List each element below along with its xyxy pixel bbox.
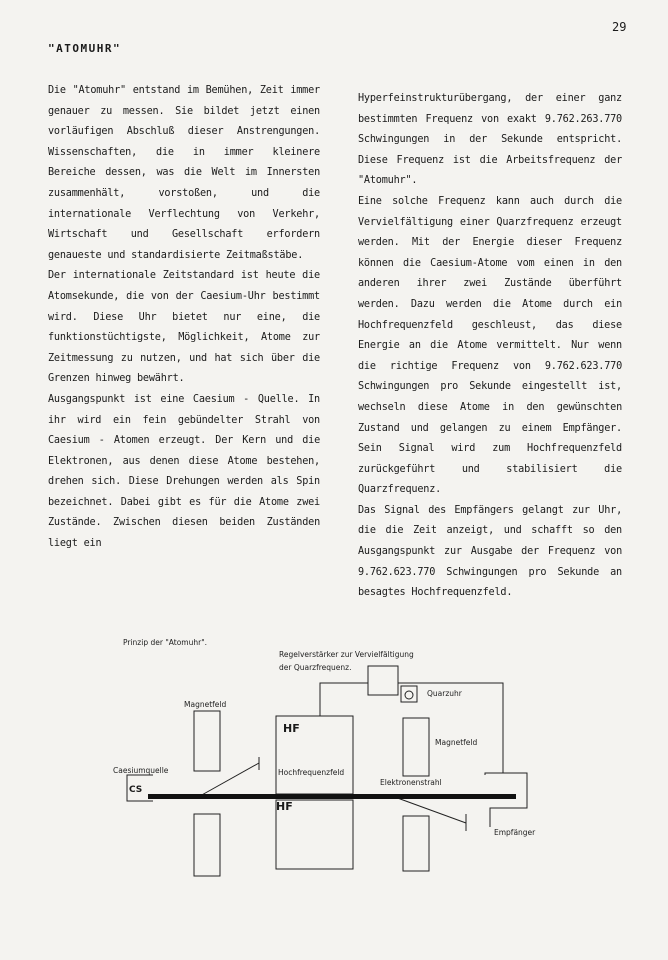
amplifier-label-2: der Quarzfrequenz.	[279, 663, 352, 672]
paragraph-intro: Die "Atomuhr" entstand im Bemühen, Zeit immer genauer zu messen. Sie bildet jetzt einen vorläufigen Abschluß dieser Anstrengungen. Wissenschaften, die in immer kleinere Bereiche dessen, was die Welt im Innersten zusammenhält, vorstoßen, und die internationale Verflechtung von Verkehr, Wirtschaft und Gesellschaft erfordern genaueste und standardisierte Zeitmaßstäbe.	[48, 85, 320, 261]
receiver-box	[485, 773, 527, 827]
atomic-clock-diagram	[0, 620, 668, 920]
receiver-label: Empfänger	[494, 828, 536, 837]
page-number: 29	[612, 20, 627, 34]
right-column	[358, 89, 622, 604]
hf-lower-label: HF	[276, 800, 293, 813]
quartz-clock-icon	[405, 691, 413, 699]
quartz-clock-label: Quarzuhr	[427, 689, 462, 698]
amplifier-box	[368, 666, 398, 695]
hf-upper-label: HF	[283, 722, 300, 735]
diagram-caption: Prinzip der "Atomuhr".	[123, 638, 208, 647]
magnet-left-upper	[194, 711, 220, 771]
magnet-left-lower	[194, 814, 220, 876]
paragraph-receiver: Das Signal des Empfängers gelangt zur Uhr, die die Zeit anzeigt, und schafft so den Ausgangspunkt zur Ausgabe der Frequenz von 9.762.623.770 Schwingungen pro Sekunde an besagtes Hochfrequenzfeld.	[358, 504, 622, 599]
hf-field-label: Hochfrequenzfeld	[278, 768, 345, 777]
atom-beam	[148, 794, 516, 799]
electron-beam-label: Elektronenstrahl	[380, 778, 442, 787]
page-heading: "ATOMUHR"	[48, 42, 122, 55]
paragraph-quartz: Eine solche Frequenz kann auch durch die Vervielfältigung einer Quarzfrequenz erzeugt werden. Mit der Energie dieser Frequenz können die Caesium-Atome vom einen in den anderen ihrer zwei Zustände überführt werden. Dazu werden die Atome durch ein Hochfrequenzfeld geschleust, das diese Energie an die Atome vermittelt. Nur wenn die richtige Frequenz von 9.762.623.770 Schwingungen pro Sekunde eingestellt ist, wechseln diese Atome in den gewünschten Zustand und gelangen zu einem Empfänger. Sein Signal wird zum Hochfrequenzfeld zurückgeführt und stabilisiert die Quarzfrequenz.	[358, 195, 622, 496]
left-column	[48, 81, 320, 555]
magnet-left-label: Magnetfeld	[184, 700, 227, 709]
deflection-line-upper	[200, 763, 259, 796]
caesium-source-label: Caesiumquelle	[113, 766, 169, 775]
quartz-clock-box	[401, 686, 417, 702]
paragraph-standard: Der internationale Zeitstandard ist heute die Atomsekunde, die von der Caesium-Uhr bestimmt wird. Diese Uhr bietet nur eine, die funktionstüchtigste, Möglichkeit, Atome zur Zeitmessung zu nutzen, und hat sich über die Grenzen hinweg bewährt.	[48, 270, 320, 385]
amplifier-label-1: Regelverstärker zur Vervielfältigung	[279, 650, 414, 659]
magnet-right-label: Magnetfeld	[435, 738, 478, 747]
feedback-line	[320, 683, 368, 716]
paragraph-transition: Hyperfeinstrukturübergang, der einer ganz bestimmten Frequenz von exakt 9.762.263.770 Schwingungen in der Sekunde entspricht. Diese Frequenz ist die Arbeitsfrequenz der "Atomuhr".	[358, 93, 622, 187]
cs-label: CS	[129, 785, 143, 795]
magnet-right-lower	[403, 816, 429, 871]
magnet-right-upper	[403, 718, 429, 776]
paragraph-source: Ausgangspunkt ist eine Caesium - Quelle. In ihr wird ein fein gebündelter Strahl von Caesium - Atomen erzeugt. Der Kern und die Elektronen, aus denen diese Atome bestehen, drehen sich. Diese Drehungen werden als Spin bezeichnet. Dabei gibt es für die Atome zwei Zustände. Zwischen diesen beiden Zuständen liegt ein	[48, 393, 320, 550]
